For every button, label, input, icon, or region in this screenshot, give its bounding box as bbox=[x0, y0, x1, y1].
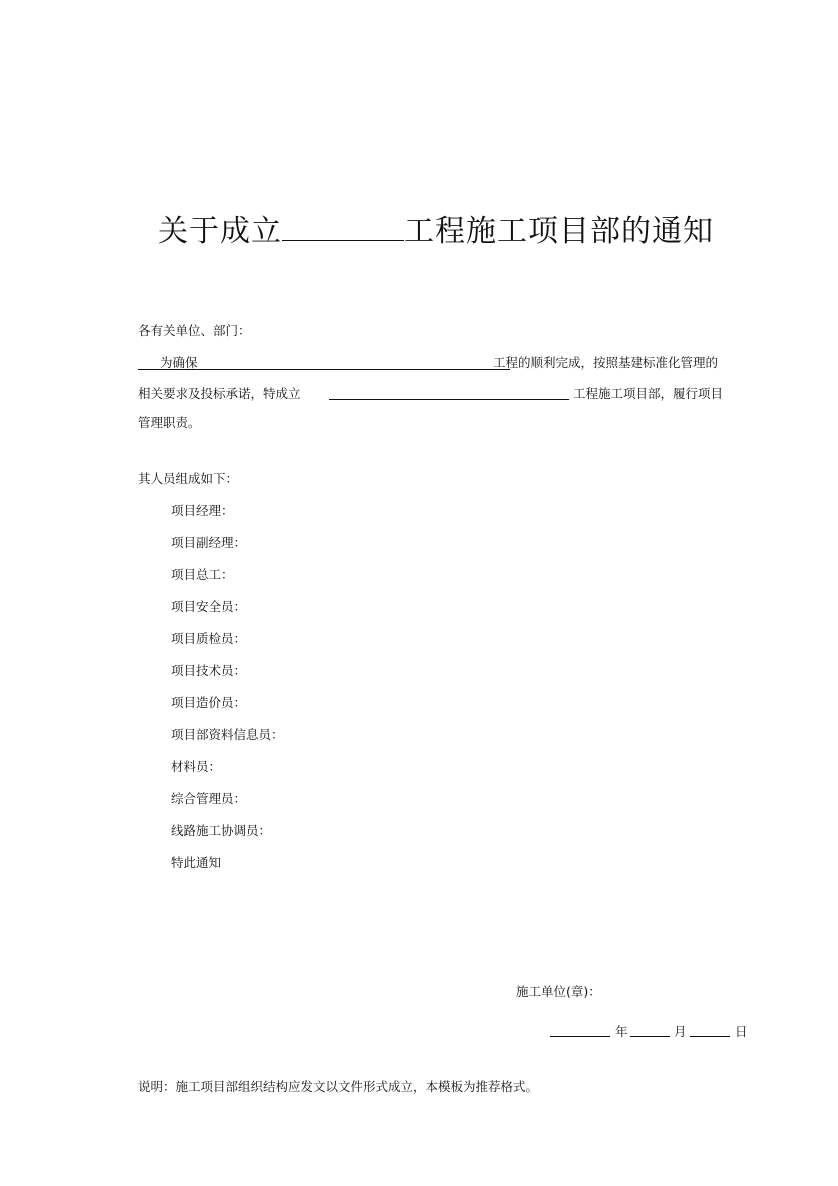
member-item: 线路施工协调员： bbox=[171, 823, 272, 838]
para-line1-start: 为确保 bbox=[160, 355, 198, 370]
member-item: 项目经理： bbox=[171, 503, 234, 518]
member-item: 材料员： bbox=[171, 759, 222, 774]
title-prefix: 关于成立 bbox=[158, 214, 282, 249]
closing: 特此通知 bbox=[171, 855, 222, 870]
member-item: 项目副经理： bbox=[171, 535, 247, 550]
project-name-blank bbox=[138, 369, 510, 370]
year-label: 年 bbox=[615, 1024, 628, 1039]
member-item: 项目安全员： bbox=[171, 599, 247, 614]
para-line2-end: 工程施工项目部，履行项目 bbox=[573, 386, 724, 401]
member-item: 综合管理员： bbox=[171, 791, 247, 806]
para-line1-end: 工程的顺利完成，按照基建标准化管理的 bbox=[493, 355, 719, 370]
day-label: 日 bbox=[735, 1024, 748, 1039]
member-item: 项目造价员： bbox=[171, 695, 247, 710]
signature-unit: 施工单位(章)： bbox=[516, 984, 601, 999]
member-item: 项目总工： bbox=[171, 567, 234, 582]
members-intro: 其人员组成如下： bbox=[138, 471, 239, 486]
project-dept-blank bbox=[329, 399, 569, 400]
member-item: 项目质检员： bbox=[171, 631, 247, 646]
para-line2-start: 相关要求及投标承诺，特成立 bbox=[138, 386, 301, 401]
document-title bbox=[158, 206, 714, 250]
member-item: 项目技术员： bbox=[171, 663, 247, 678]
day-blank bbox=[690, 1036, 730, 1037]
salutation: 各有关单位、部门： bbox=[138, 323, 251, 338]
para-line3: 管理职责。 bbox=[138, 415, 201, 430]
year-blank bbox=[550, 1036, 610, 1037]
note: 说明：施工项目部组织结构应发文以文件形式成立，本模板为推荐格式。 bbox=[138, 1079, 539, 1094]
title-suffix: 工程施工项目部的通知 bbox=[404, 214, 714, 249]
title-blank bbox=[282, 216, 404, 241]
month-label: 月 bbox=[674, 1024, 687, 1039]
month-blank bbox=[630, 1036, 670, 1037]
member-item: 项目部资料信息员： bbox=[171, 727, 284, 742]
